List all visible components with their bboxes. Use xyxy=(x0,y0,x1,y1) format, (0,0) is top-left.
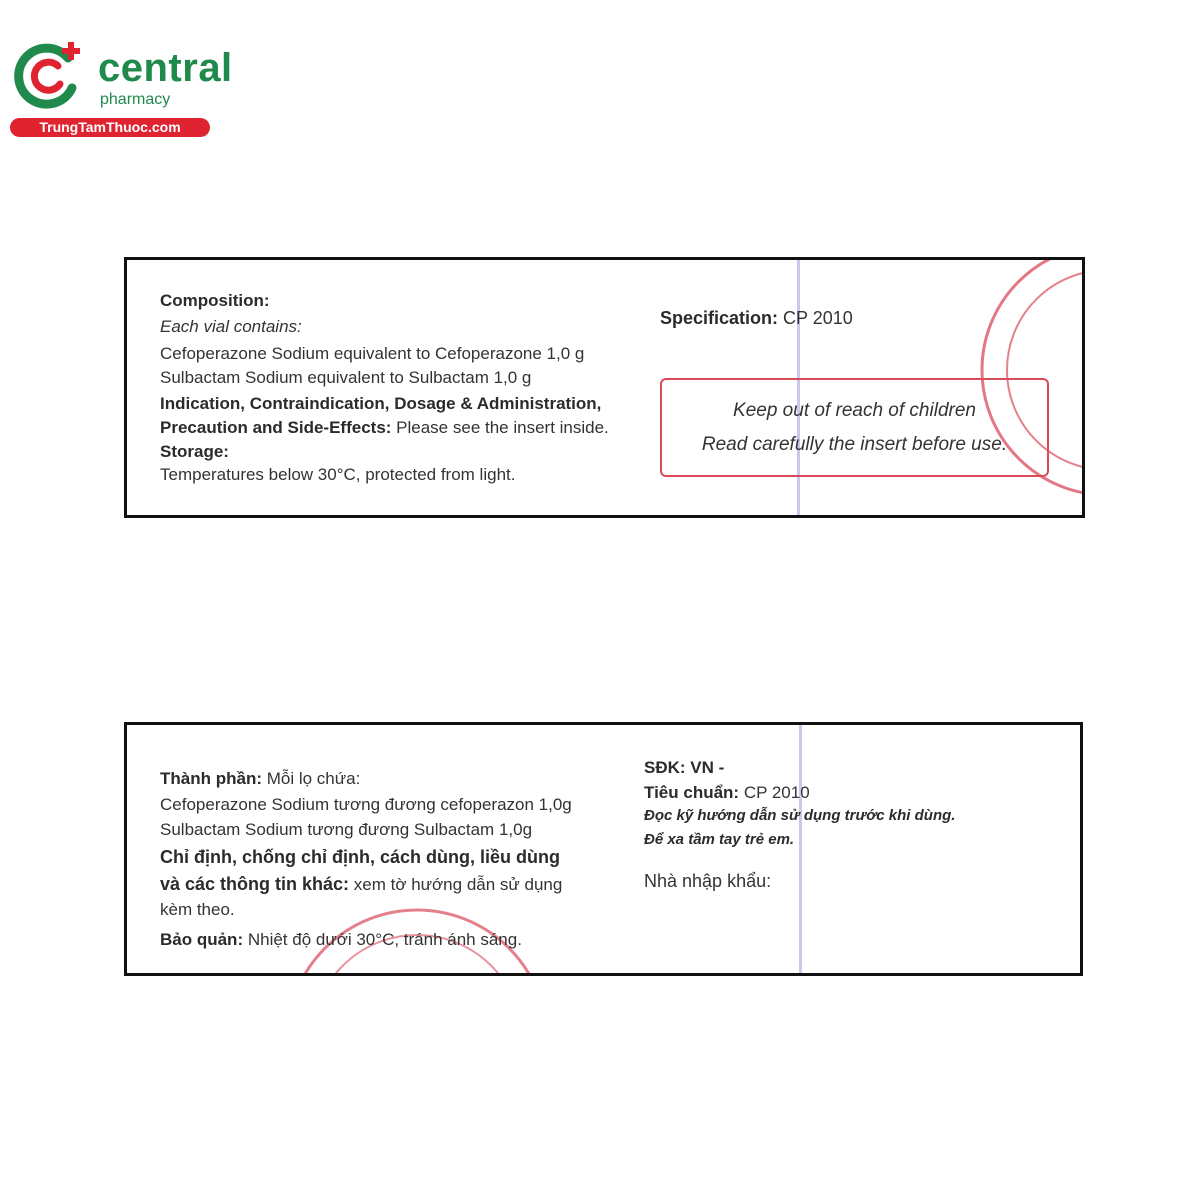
chi-dinh-tail: xem tờ hướng dẫn sử dụng xyxy=(349,875,563,894)
composition-line-2: Sulbactam Sodium equivalent to Sulbactam 1,0 g xyxy=(160,368,532,387)
importer-label: Nhà nhập khẩu: xyxy=(644,871,772,891)
thanh-phan xyxy=(160,769,360,789)
warning-box xyxy=(660,378,1049,477)
bao-quan-text: Nhiệt độ dưới 30°C, tránh ánh sáng. xyxy=(243,930,522,949)
composition-heading: Composition: xyxy=(160,291,270,310)
storage-text: Temperatures below 30°C, protected from light. xyxy=(160,465,516,484)
indication-line-2 xyxy=(160,418,609,438)
indication-tail: Please see the insert inside. xyxy=(391,418,609,437)
indication-heading-line-1: Indication, Contraindication, Dosage & Administration, xyxy=(160,394,602,413)
warning-keep-from-children: Để xa tầm tay trẻ em. xyxy=(644,831,795,848)
brand-name: central xyxy=(98,46,233,90)
specification xyxy=(660,308,853,329)
chi-dinh-heading-line-2: và các thông tin khác: xyxy=(160,874,350,894)
storage-heading: Storage: xyxy=(160,442,229,461)
thanh-phan-text: Mỗi lọ chứa: xyxy=(261,769,361,788)
vertical-fold-line xyxy=(799,725,802,973)
english-label xyxy=(124,257,1085,518)
pharmacy-cross-logo-icon xyxy=(10,36,90,116)
composition-line-1: Cefoperazone Sodium equivalent to Cefoperazone 1,0 g xyxy=(160,344,585,363)
thanh-phan-label: Thành phần: xyxy=(160,769,262,788)
warning-read-instructions: Đọc kỹ hướng dẫn sử dụng trước khi dùng. xyxy=(644,807,956,824)
chi-dinh-line-2 xyxy=(160,874,562,895)
warning-keep-out-of-reach: Keep out of reach of children xyxy=(733,400,976,421)
composition-line-1: Cefoperazone Sodium tương đương cefoperazon 1,0g xyxy=(160,795,572,814)
tieu-chuan-value: CP 2010 xyxy=(739,783,810,802)
each-vial-text: Each vial contains: xyxy=(160,317,302,336)
vietnamese-label xyxy=(124,722,1083,976)
specification-value: CP 2010 xyxy=(778,308,853,328)
chi-dinh-line-3: kèm theo. xyxy=(160,900,235,919)
central-pharmacy-logo xyxy=(10,36,233,136)
brand-url-badge: TrungTamThuoc.com xyxy=(10,118,210,137)
tieu-chuan-label: Tiêu chuẩn: xyxy=(644,783,740,802)
warning-read-insert: Read carefully the insert before use. xyxy=(701,434,1008,455)
composition-line-2: Sulbactam Sodium tương đương Sulbactam 1,0g xyxy=(160,820,533,839)
bao-quan-label: Bảo quản: xyxy=(160,930,244,949)
brand-subtitle: pharmacy xyxy=(100,91,171,108)
chi-dinh-heading-line-1: Chỉ định, chống chỉ định, cách dùng, liều dùng xyxy=(160,847,560,867)
bao-quan xyxy=(160,930,522,950)
tieu-chuan xyxy=(644,783,810,803)
registration-number: SĐK: VN - xyxy=(644,758,725,777)
indication-heading-line-2: Precaution and Side-Effects: xyxy=(160,418,392,437)
specification-label: Specification: xyxy=(660,308,779,328)
